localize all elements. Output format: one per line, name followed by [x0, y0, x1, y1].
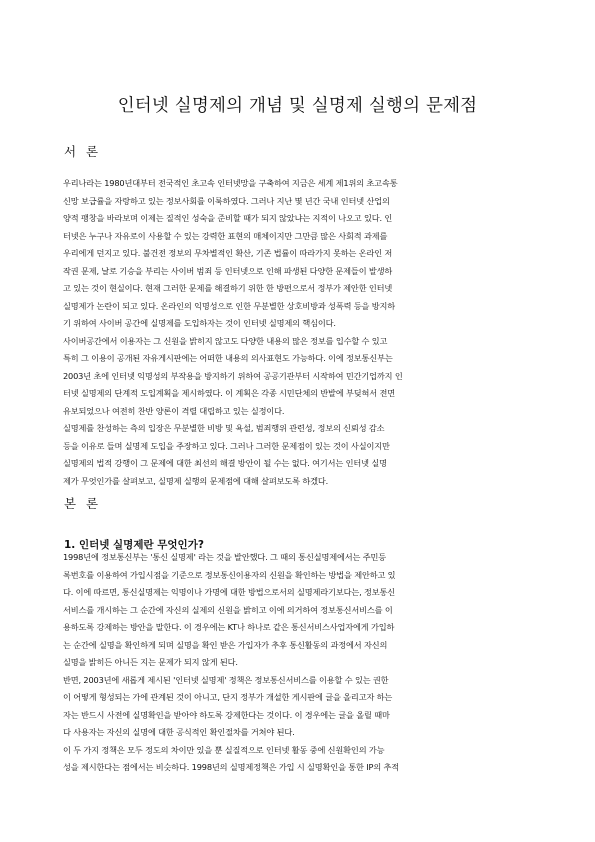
text-line: 제가 무엇인가를 살펴보고, 실명제 실행의 문제점에 대해 살펴보도록 하겠다.	[63, 475, 329, 486]
text-line: 신망 보급률을 자랑하고 있는 정보사회를 이룩하였다. 그러나 지난 몇 년간 국내 인터넷 산업의	[63, 195, 390, 206]
text-line: 록번호를 이용하여 가입시점을 기준으로 정보통신이용자의 신원을 확인하는 방법을 제안하고 있	[63, 569, 396, 580]
text-line: 성을 제시한다는 점에서는 비슷하다. 1998년의 실명제정책은 가입 시 실명확인을 통한 IP의 추적	[63, 762, 400, 772]
text-line: 용하도록 강제하는 방안을 말한다. 이 경우에는 KT나 하나로 같은 통신서비스사업자에게 가입하	[63, 622, 395, 632]
text-line: 우리에게 던지고 있다. 불건전 정보의 무차별적인 확산, 기존 법률이 따라가지 못하는 온라인 저	[63, 248, 393, 258]
text-line: 작권 문제, 날로 기승을 부리는 사이버 범죄 등 인터넷으로 인해 파생된 다양한 문제들이 발생하	[63, 265, 393, 276]
text-line: 다 사용자는 자신의 실명에 대한 공식적인 확인절차를 거쳐야 된다.	[63, 727, 295, 737]
text-line: 특히 그 이용이 공개된 자유게시판에는 어떠한 내용의 의사표현도 가능하다. 이에 정보통신부는	[63, 353, 393, 363]
text-line: 실명제의 법적 강행이 그 문제에 대한 최선의 해결 방안이 될 수는 없다. 여기서는 인터넷 실명	[63, 458, 387, 468]
text-line: 사이버공간에서 이용자는 그 신원을 밝히지 않고도 다양한 내용의 많은 정보를 입수할 수 있고	[63, 335, 388, 346]
text-line: 이 두 가지 정책은 모두 정도의 차이만 있을 뿐 실질적으로 인터넷 활동 중에 신원확인의 가능	[63, 744, 385, 755]
text-line: 서비스를 개시하는 그 순간에 자신의 실제의 신원을 밝히고 이에 의거하여 정보통신서비스를 이	[63, 604, 393, 615]
body-heading: 본 론	[64, 496, 102, 511]
text-line: 1998년에 정보통신부는 '통신 실명제' 라는 것을 발안했다. 그 때의 통신실명제에서는 주민등	[63, 552, 386, 562]
text-line: 기 위하여 사이버 공간에 실명제를 도입하자는 것이 인터넷 실명제의 핵심이다.	[63, 318, 336, 328]
text-line: 실명을 밝히든 아니든 지는 문제가 되지 않게 된다.	[63, 657, 238, 667]
text-line: 등을 이유로 들며 실명제 도입을 주장하고 있다. 그러나 그러한 문제점이 있는 것이 사실이지만	[63, 440, 390, 451]
text-line: 터넷은 누구나 자유로이 사용할 수 있는 강력한 표현의 매체이지만 그만큼 많은 사회적 과제를	[63, 230, 388, 241]
text-line: 반면, 2003년에 새롭게 제시된 '인터넷 실명제' 정책은 정보통신서비스를 이용할 수 있는 권한	[63, 674, 389, 685]
text-line: 자는 반드시 사전에 실명확인을 받아야 하도록 강제한다는 것이다. 이 경우에는 글을 올릴 때마	[63, 709, 390, 720]
text-line: 2003년 초에 인터넷 익명성의 부작용을 방지하기 위하여 공공기관부터 시작하여 민간기업까지 인	[63, 370, 403, 381]
text-line: 고 있는 것이 현실이다. 현재 그러한 문제를 해결하기 위한 한 방편으로서 정부가 제안한 인터넷	[63, 283, 393, 293]
text-line: 우리나라는 1980년대부터 전국적인 초고속 인터넷망을 구축하여 지금은 세계 제1위의 초고속통	[63, 178, 398, 188]
text-line: 실명제가 논란이 되고 있다. 온라인의 익명성으로 인한 무분별한 상호비방과 성폭력 등을 방지하	[63, 300, 396, 311]
text-line: 는 순간에 실명을 확인하게 되며 실명을 확인 받은 가입자가 추후 통신활동의 과정에서 자신의	[63, 639, 388, 650]
text-line: 터넷 실명제의 단계적 도입계획을 제시하였다. 이 계획은 각종 시민단체의 반발에 부딪혀서 전면	[63, 388, 396, 398]
text-line: 유보되었으나 여전히 찬반 양론이 격렬 대립하고 있는 실정이다.	[63, 405, 285, 416]
intro-heading: 서 론	[64, 144, 102, 159]
text-line: 양적 팽창을 바라보며 이제는 질적인 성숙을 준비할 때가 되지 않았냐는 지적이 나오고 있다. 인	[63, 213, 393, 223]
subsection-heading: 1. 인터넷 실명제란 무엇인가?	[64, 539, 204, 551]
text-line: 이 어떻게 형성되는 가에 관계된 것이 아니고, 단지 정부가 개설한 게시판에 글을 올리고자 하는	[63, 692, 393, 702]
text-line: 다. 이에 따르면, 통신실명제는 익명이나 가명에 대한 방법으로서의 실명제라기보다는, 정보통신	[63, 587, 396, 597]
text-line: 실명제를 찬성하는 측의 입장은 무분별한 비방 및 욕설, 범죄행위 관련성, 정보의 신뢰성 감소	[63, 423, 385, 433]
document-title: 인터넷 실명제의 개념 및 실명제 실행의 문제점	[117, 96, 478, 116]
